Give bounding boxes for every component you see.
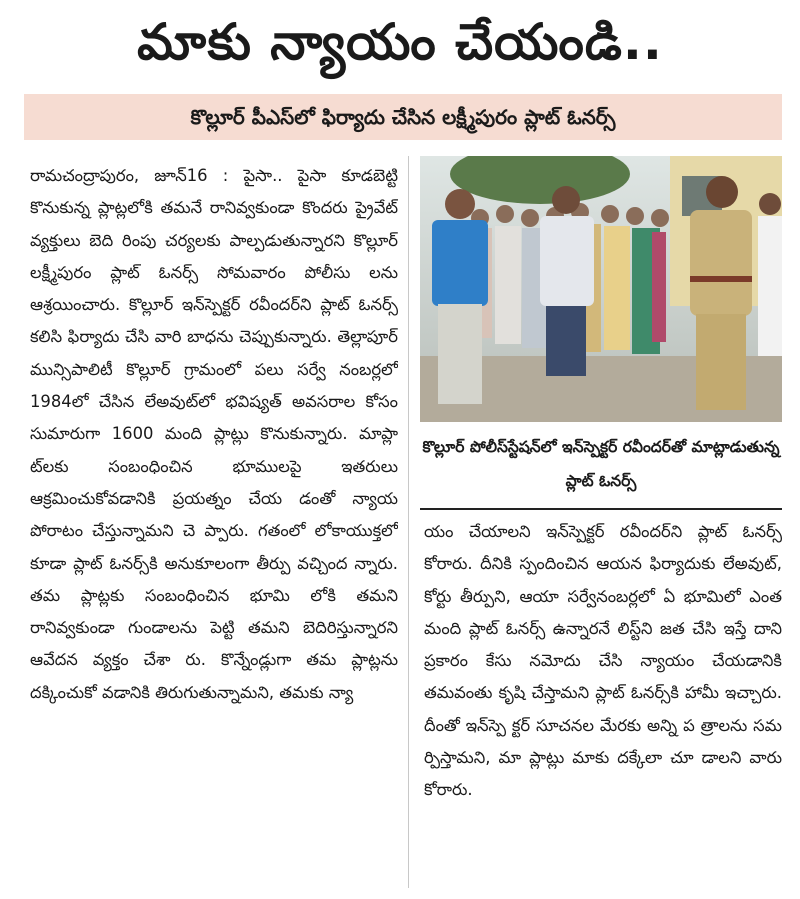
subheadline: కొల్లూర్ పీఎస్‌లో ఫిర్యాదు చేసిన లక్ష్మీపురం ప్లాట్ ఓనర్స్ [190, 105, 616, 129]
column-divider [408, 156, 409, 888]
article-body-left-column [30, 160, 398, 892]
article-body-right-column [424, 516, 782, 890]
article-body-left [30, 160, 398, 709]
photo-caption: కొల్లూర్ పోలీస్‌స్టేషన్‌లో ఇన్‌స్పెక్టర్ రవీందర్‌తో మాట్లాడుతున్న ప్లాట్ ఓనర్స్ [422, 438, 780, 490]
article-body-right: యం చేయాలని ఇన్‌స్పెక్టర్ రవీందర్‌ని ప్లాట్ ఓనర్స్ కోరారు. దీనికి స్పందించిన ఆయన ఫిర్యాదుకు లేఅవుట్, కోర్టు తీర్పుని, ఆయా సర్వేనంబర్లలో ఏ భూమిలో ఎంత మంది ప్లాట్ ఓనర్స్ ఉన్నారనే లిస్ట్‌ని జత చేసి ఇస్తే దాని ప్రకారం కేసు నమోదు చేసి న్యాయం చేయడానికి తమవంతు కృషి చేస్తామని ప్లాట్ ఓనర్స్‌కి హామీ ఇచ్చారు. దీంతో ఇన్‌స్పె క్టర్ సూచనల మేరకు అన్ని ప త్రాలను సమ ర్పిస్తామని, మా ప్లాట్లు మాకు దక్కేలా చూ డాలని వారు కోరారు. [424, 522, 782, 800]
caption-rule [420, 508, 782, 510]
article-body-left-text: పైసా.. పైసా కూడబెట్టి కొనుకున్న ప్లాట్లలోకి తమనే రానివ్వకుండా కొందరు ప్రైవేట్ వ్యక్తులు బెది రింపు చర్యలకు పాల్పడుతున్నారని కొల్లూర్ లక్ష్మీపురం ప్లాట్ ఓనర్స్ సోమవారం పోలీసు లను ఆశ్రయించారు. కొల్లూర్ ఇన్‌స్పెక్టర్ రవీందర్‌ని ప్లాట్ ఓనర్స్ కలిసి ఫిర్యాదు చేసి వారి బాధను చెప్పుకున్నారు. తెల్లాపూర్ మున్సిపాలిటీ కొల్లూర్ గ్రామంలో పలు సర్వే నంబర్లలో 1984లో చేసిన లేఅవుట్‌లో భవిష్యత్ అవసరాల కోసం సుమారుగా 1600 మంది ప్లాట్లు కొనుకున్నారు. మాప్లా ట్‌లకు సంబంధించిన భూములపై ఇతరులు ఆక్రమించుకోవడానికి ప్రయత్నం చేయ డంతో న్యాయ పోరాటం చేస్తున్నామని చె ప్పారు. గతంలో లోకాయుక్తలో కూడా ప్లాట్ ఓనర్స్‌కి అనుకూలంగా తీర్పు వచ్చింద న్నారు. తమ ప్లాట్లకు సంబంధించిన భూమి లోకి తమని రానివ్వకుండా గుండాలను పెట్టి తమని బెదిరిస్తున్నారని ఆవేదన వ్యక్తం చేశా రు. కొన్నేండ్లుగా తమ ప్లాట్లను దక్కించుకో వడానికి తిరుగుతున్నామని, తమకు న్యా [30, 166, 398, 702]
dateline: రామచంద్రాపురం, జూన్16 : [30, 166, 229, 185]
news-photo [420, 156, 782, 422]
headline: మాకు న్యాయం చేయండి.. [137, 13, 663, 71]
